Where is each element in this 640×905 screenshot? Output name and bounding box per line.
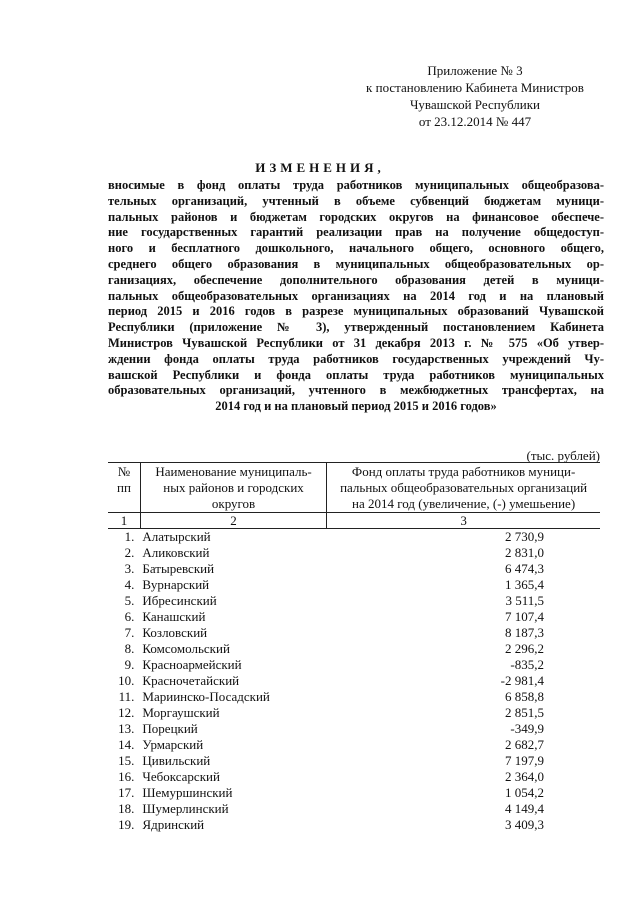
fund-value: 7 107,4 xyxy=(505,609,544,624)
description-line: вашской Республики и фонда оплаты труда работников муниципальных xyxy=(108,367,604,382)
row-number: 12. xyxy=(118,705,135,720)
row-number: 15. xyxy=(118,753,135,768)
fund-value: 1 365,4 xyxy=(505,577,544,592)
column-numbers-row xyxy=(108,513,600,529)
table-row xyxy=(108,721,600,737)
fund-value: 2 851,5 xyxy=(505,705,544,720)
fund-value: 2 296,2 xyxy=(505,641,544,656)
municipality-name: Шемуршинский xyxy=(142,785,233,800)
appendix-reference xyxy=(340,62,610,130)
municipality-name: Козловский xyxy=(142,625,208,640)
document-title: ИЗМЕНЕНИЯ, xyxy=(255,160,385,175)
table-row xyxy=(108,737,600,753)
table-row xyxy=(108,609,600,625)
description-line: ного и бесплатного дошкольного, начального общего, основного общего, xyxy=(108,241,604,256)
description-line: ганизациях, обеспечение дополнительного образования детей в муници- xyxy=(108,272,604,287)
description-line: тельных организаций, учтенный в объеме субвенций бюджетам муници- xyxy=(108,193,604,208)
row-number: 18. xyxy=(118,801,135,816)
description-line: образовательных организаций, учтенного в межбюджетных трансфертах, на xyxy=(108,383,604,398)
header-name: Наименование муниципаль- ных районов и городских округов xyxy=(140,463,326,513)
table-row xyxy=(108,785,600,801)
appendix-number: Приложение № 3 xyxy=(427,63,523,78)
fund-value: 2 730,9 xyxy=(505,529,544,544)
municipality-name: Чебоксарский xyxy=(142,769,220,784)
fund-value: 3 511,5 xyxy=(505,593,544,608)
header-number: № пп xyxy=(108,463,140,513)
table-row xyxy=(108,561,600,577)
appendix-resolution: к постановлению Кабинета Министров xyxy=(366,80,584,95)
description-line: пальных районов и бюджетам городских округов на финансовое обеспече- xyxy=(108,209,604,224)
row-number: 8. xyxy=(124,641,135,656)
municipality-name: Шумерлинский xyxy=(142,801,229,816)
units-label: (тыс. рублей) xyxy=(526,448,600,463)
description-line: Министров Чувашской Республики от 31 декабря 2013 г. № 575 «Об утвер- xyxy=(108,335,604,350)
row-number: 9. xyxy=(124,657,135,672)
table-row xyxy=(108,641,600,657)
fund-value: -2 981,4 xyxy=(500,673,544,688)
municipality-name: Моргаушский xyxy=(142,705,220,720)
municipality-name: Красноармейский xyxy=(142,657,242,672)
row-number: 1. xyxy=(124,529,135,544)
row-number: 10. xyxy=(118,673,135,688)
table-row xyxy=(108,545,600,561)
fund-value: 8 187,3 xyxy=(505,625,544,640)
municipality-name: Батыревский xyxy=(142,561,215,576)
row-number: 19. xyxy=(118,817,135,832)
municipality-name: Комсомольский xyxy=(142,641,230,656)
table-row xyxy=(108,657,600,673)
fund-value: 7 197,9 xyxy=(505,753,544,768)
fund-value: 4 149,4 xyxy=(505,801,544,816)
appendix-date: от 23.12.2014 № 447 xyxy=(418,114,532,129)
table-row xyxy=(108,769,600,785)
fund-value: 2 682,7 xyxy=(505,737,544,752)
fund-value: 6 474,3 xyxy=(505,561,544,576)
row-number: 2. xyxy=(124,545,135,560)
description-line: пальных общеобразовательных организациях на 2014 год и на плановый xyxy=(108,288,604,303)
column-number-1: 1 xyxy=(108,513,140,529)
municipality-name: Канашский xyxy=(142,609,206,624)
description-line: 2014 год и на плановый период 2015 и 2016 годов» xyxy=(215,399,497,414)
table-body xyxy=(108,529,600,834)
municipality-name: Вурнарский xyxy=(142,577,210,592)
municipality-name: Ядринский xyxy=(142,817,205,832)
fund-value: 6 858,8 xyxy=(505,689,544,704)
table-row xyxy=(108,753,600,769)
appendix-republic: Чувашской Республики xyxy=(409,97,541,112)
fund-value: 2 831,0 xyxy=(505,545,544,560)
municipality-name: Алатырский xyxy=(142,529,211,544)
table-row xyxy=(108,801,600,817)
row-number: 4. xyxy=(124,577,135,592)
row-number: 7. xyxy=(124,625,135,640)
table-row xyxy=(108,705,600,721)
header-fund: Фонд оплаты труда работников муници- пальных общеобразовательных организаций на 2014 год (увеличение, (-) умешьение) xyxy=(327,463,600,513)
row-number: 16. xyxy=(118,769,135,784)
document-description xyxy=(108,178,604,415)
fund-value: 1 054,2 xyxy=(505,785,544,800)
row-number: 5. xyxy=(124,593,135,608)
table-row xyxy=(108,673,600,689)
column-number-3: 3 xyxy=(327,513,600,529)
table-row xyxy=(108,689,600,705)
row-number: 3. xyxy=(124,561,135,576)
description-line: ние государственных гарантий реализации прав на получение общедоступ- xyxy=(108,225,604,240)
row-number: 13. xyxy=(118,721,135,736)
table-row xyxy=(108,593,600,609)
description-line: среднего общего образования в муниципальных общеобразовательных ор- xyxy=(108,256,604,271)
municipality-name: Цивильский xyxy=(142,753,211,768)
municipality-name: Урмарский xyxy=(142,737,204,752)
fund-value: -349,9 xyxy=(510,721,544,736)
fund-value: -835,2 xyxy=(510,657,544,672)
municipality-name: Красночетайский xyxy=(142,673,240,688)
description-line: вносимые в фонд оплаты труда работников муниципальных общеобразова- xyxy=(108,178,604,192)
description-line: ждении фонда оплаты труда работников государственных учреждений Чу- xyxy=(108,351,604,366)
row-number: 17. xyxy=(118,785,135,800)
table-row xyxy=(108,817,600,833)
row-number: 11. xyxy=(118,689,135,704)
row-number: 14. xyxy=(118,737,135,752)
column-number-2: 2 xyxy=(140,513,326,529)
table-row xyxy=(108,577,600,593)
description-line: период 2015 и 2016 годов в разрезе муниципальных образований Чувашской xyxy=(108,304,604,319)
municipality-name: Порецкий xyxy=(142,721,198,736)
fund-value: 3 409,3 xyxy=(505,817,544,832)
municipality-name: Аликовский xyxy=(142,545,210,560)
municipality-name: Ибресинский xyxy=(142,593,217,608)
table-row xyxy=(108,625,600,641)
description-line: Республики (приложение № 3), утвержденный постановлением Кабинета xyxy=(108,320,604,335)
data-table xyxy=(108,462,600,833)
table-header-row xyxy=(108,463,600,513)
fund-value: 2 364,0 xyxy=(505,769,544,784)
row-number: 6. xyxy=(124,609,135,624)
municipality-name: Мариинско-Посадский xyxy=(142,689,270,704)
table-row xyxy=(108,529,600,546)
